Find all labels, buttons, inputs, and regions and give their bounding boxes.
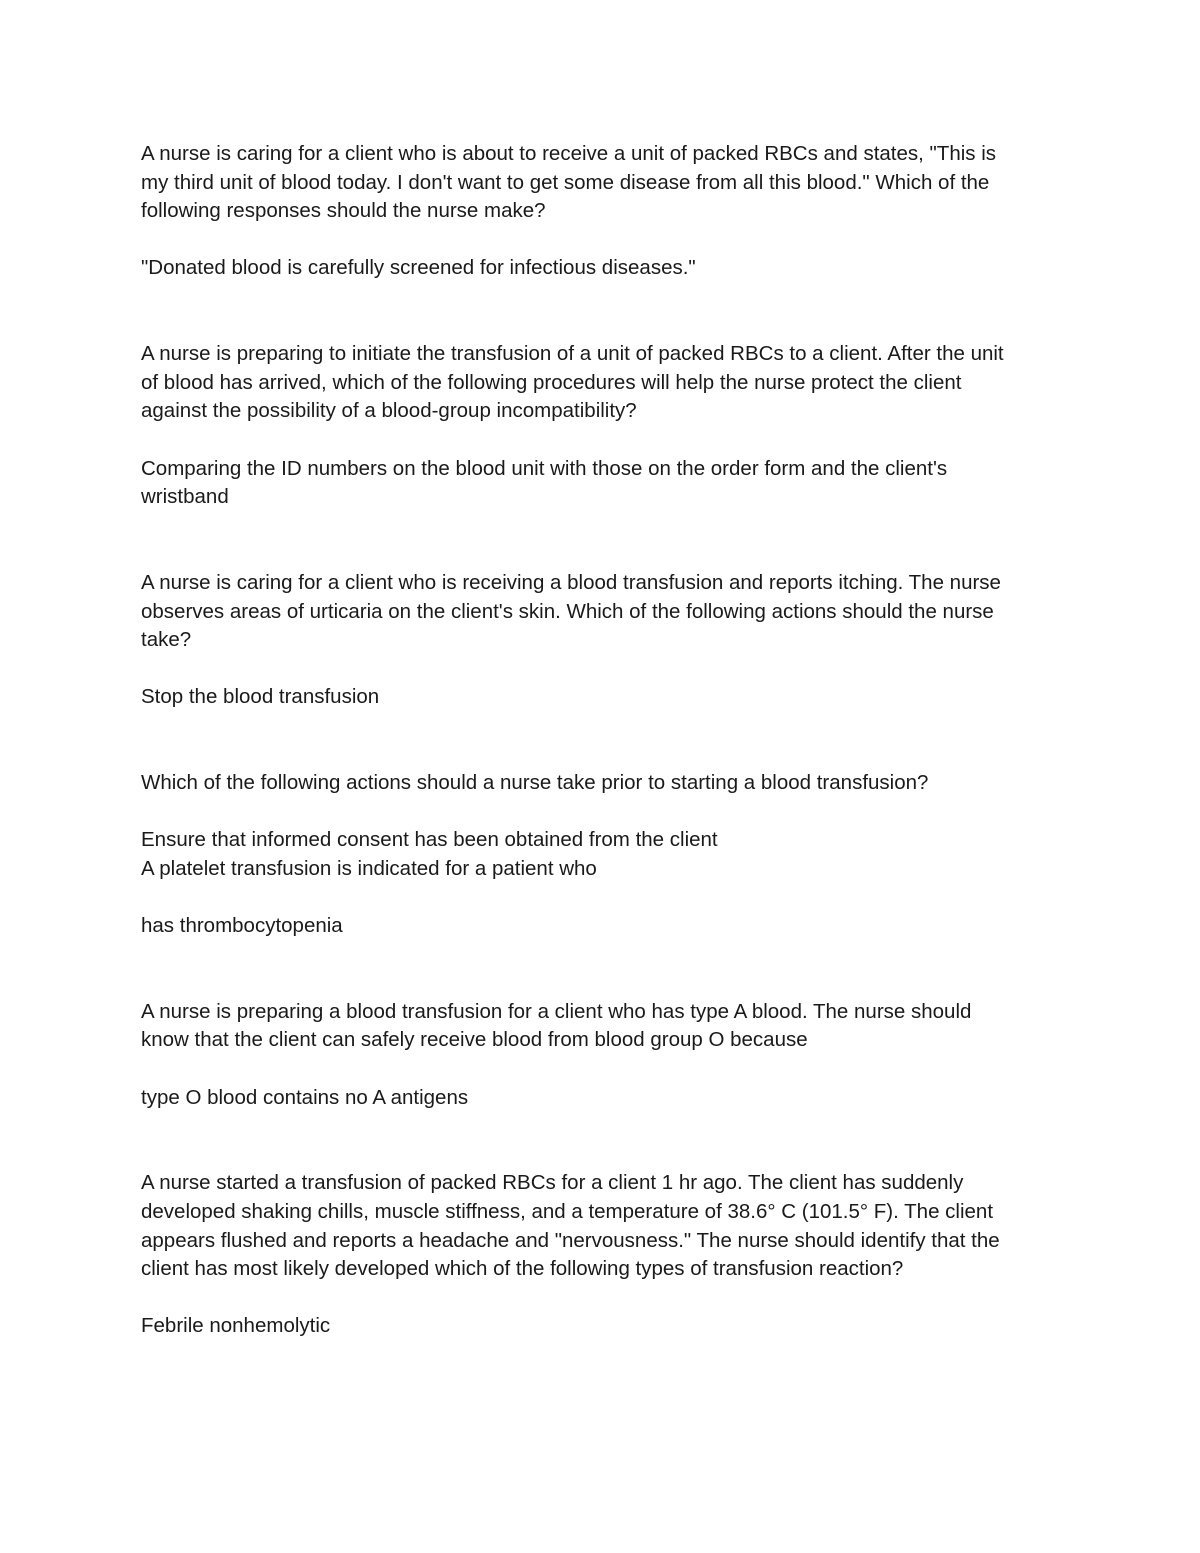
blank-line [141,540,1061,569]
text-line: observes areas of urticaria on the client's skin. Which of the following actions should the nurse [141,599,994,623]
text-line: against the possibility of a blood-group incompatibility? [141,399,637,423]
blank-line [141,312,1061,341]
blank-line [141,712,1061,741]
text-line: client has most likely developed which of the following types of transfusion reaction? [141,1257,904,1281]
text-line: Stop the blood transfusion [141,685,380,709]
text-line: appears flushed and reports a headache and "nervousness." The nurse should identify that the [141,1228,1000,1252]
blank-line [141,426,1061,455]
text-line: of blood has arrived, which of the following procedures will help the nurse protect the client [141,370,962,394]
blank-line [141,883,1061,912]
text-line: wristband [141,485,229,509]
blank-line [141,655,1061,684]
blank-line [141,283,1061,312]
blank-line [141,1055,1061,1084]
text-line: Comparing the ID numbers on the blood unit with those on the order form and the client's [141,456,948,480]
blank-line [141,1112,1061,1141]
text-line: Febrile nonhemolytic [141,1314,331,1338]
blank-line [141,512,1061,541]
text-line: "Donated blood is carefully screened for infectious diseases." [141,256,696,280]
text-line: Ensure that informed consent has been obtained from the client [141,828,718,852]
text-line: know that the client can safely receive blood from blood group O because [141,1028,808,1052]
text-line: A nurse is preparing a blood transfusion for a client who has type A blood. The nurse should [141,999,972,1023]
blank-line [141,1141,1061,1170]
text-line: take? [141,628,192,652]
text-line: developed shaking chills, muscle stiffness, and a temperature of 38.6° C (101.5° F). The client [141,1199,994,1223]
text-line: A platelet transfusion is indicated for a patient who [141,856,597,880]
blank-line [141,1284,1061,1313]
blank-line [141,740,1061,769]
blank-line [141,226,1061,255]
blank-line [141,798,1061,827]
text-line: Which of the following actions should a nurse take prior to starting a blood transfusion? [141,771,929,795]
text-line: A nurse is caring for a client who is receiving a blood transfusion and reports itching. The nurse [141,570,1001,594]
text-line: has thrombocytopenia [141,914,343,938]
blank-line [141,969,1061,998]
text-line: A nurse started a transfusion of packed RBCs for a client 1 hr ago. The client has suddenly [141,1171,964,1195]
blank-line [141,941,1061,970]
text-line: A nurse is preparing to initiate the transfusion of a unit of packed RBCs to a client. After the unit [141,342,1004,366]
document-body [141,140,1061,1341]
text-line: type O blood contains no A antigens [141,1085,469,1109]
text-line: my third unit of blood today. I don't want to get some disease from all this blood." Which of the [141,170,990,194]
text-line: following responses should the nurse make? [141,199,546,223]
text-line: A nurse is caring for a client who is about to receive a unit of packed RBCs and states, "This is [141,142,997,165]
